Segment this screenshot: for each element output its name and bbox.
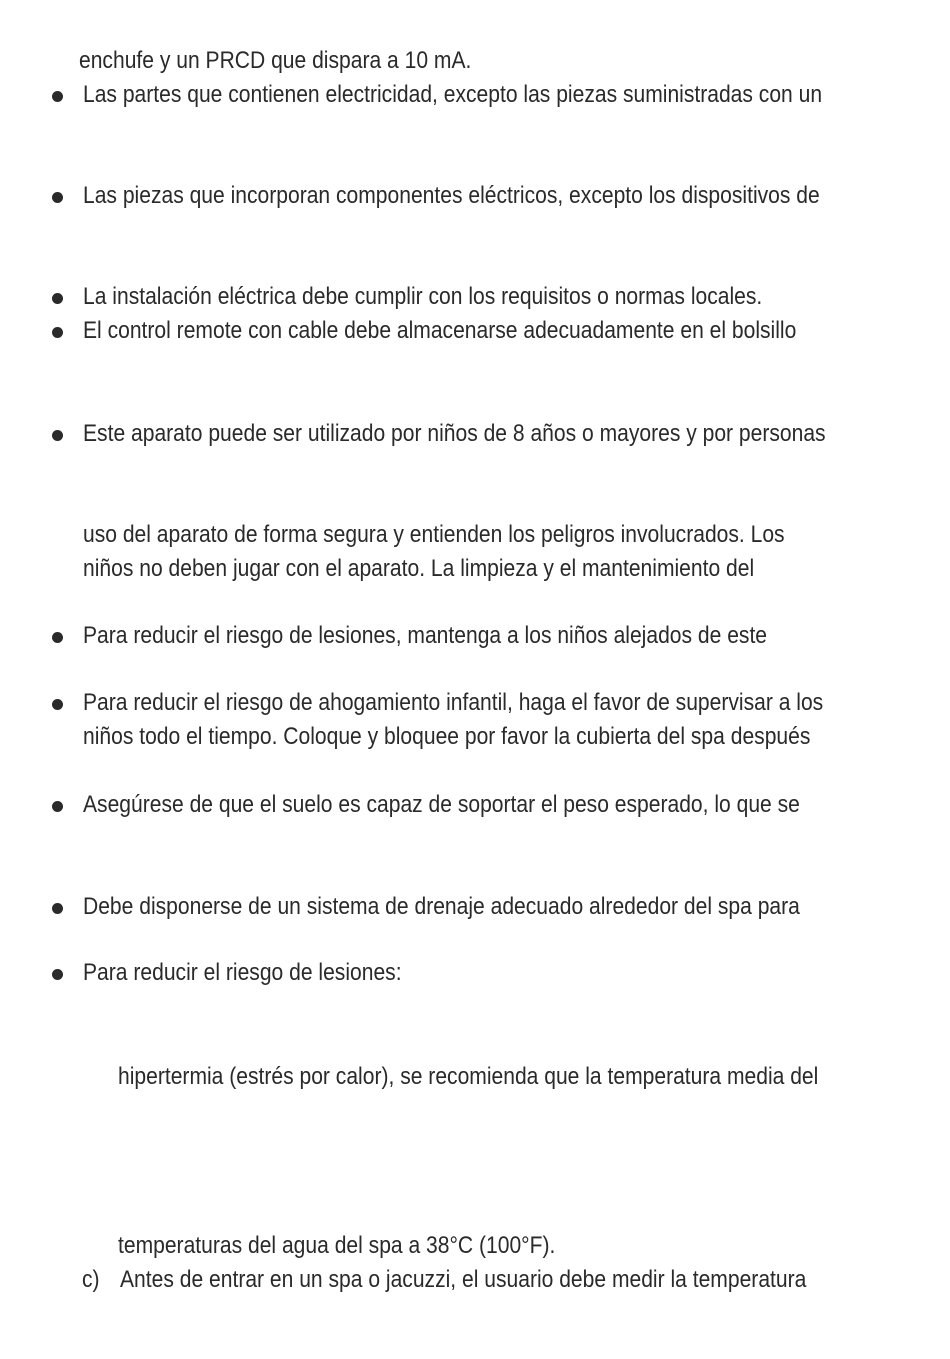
bullet-icon xyxy=(52,801,63,812)
text-line: niños todo el tiempo. Coloque y bloquee por favor la cubierta del spa después xyxy=(83,723,811,750)
list-item: Antes de entrar en un spa o jacuzzi, el usuario debe medir la temperatura xyxy=(120,1266,807,1293)
list-item: Para reducir el riesgo de lesiones: xyxy=(83,959,402,986)
list-marker-c: c) xyxy=(82,1266,100,1293)
text-line: temperaturas del agua del spa a 38°C (100°F). xyxy=(118,1232,556,1259)
text-line: hipertermia (estrés por calor), se recomienda que la temperatura media del xyxy=(118,1063,819,1090)
list-item: Para reducir el riesgo de lesiones, mantenga a los niños alejados de este xyxy=(83,622,768,649)
list-item: Este aparato puede ser utilizado por niños de 8 años o mayores y por personas xyxy=(83,420,826,447)
bullet-icon xyxy=(52,699,63,710)
text-line: niños no deben jugar con el aparato. La limpieza y el mantenimiento del xyxy=(83,555,755,582)
bullet-icon xyxy=(52,632,63,643)
bullet-icon xyxy=(52,91,63,102)
text-line: enchufe y un PRCD que dispara a 10 mA. xyxy=(79,47,472,74)
bullet-icon xyxy=(52,903,63,914)
bullet-icon xyxy=(52,969,63,980)
bullet-icon xyxy=(52,430,63,441)
list-item: Debe disponerse de un sistema de drenaje adecuado alrededor del spa para xyxy=(83,893,800,920)
list-item: Las piezas que incorporan componentes eléctricos, excepto los dispositivos de xyxy=(83,182,820,209)
bullet-icon xyxy=(52,192,63,203)
list-item: Las partes que contienen electricidad, excepto las piezas suministradas con un xyxy=(83,81,823,108)
list-item: Asegúrese de que el suelo es capaz de soportar el peso esperado, lo que se xyxy=(83,791,800,818)
bullet-icon xyxy=(52,293,63,304)
bullet-icon xyxy=(52,327,63,338)
list-item: El control remote con cable debe almacenarse adecuadamente en el bolsillo xyxy=(83,317,797,344)
list-item: La instalación eléctrica debe cumplir con los requisitos o normas locales. xyxy=(83,283,763,310)
text-line: uso del aparato de forma segura y entienden los peligros involucrados. Los xyxy=(83,521,785,548)
list-item: Para reducir el riesgo de ahogamiento infantil, haga el favor de supervisar a los xyxy=(83,689,824,716)
